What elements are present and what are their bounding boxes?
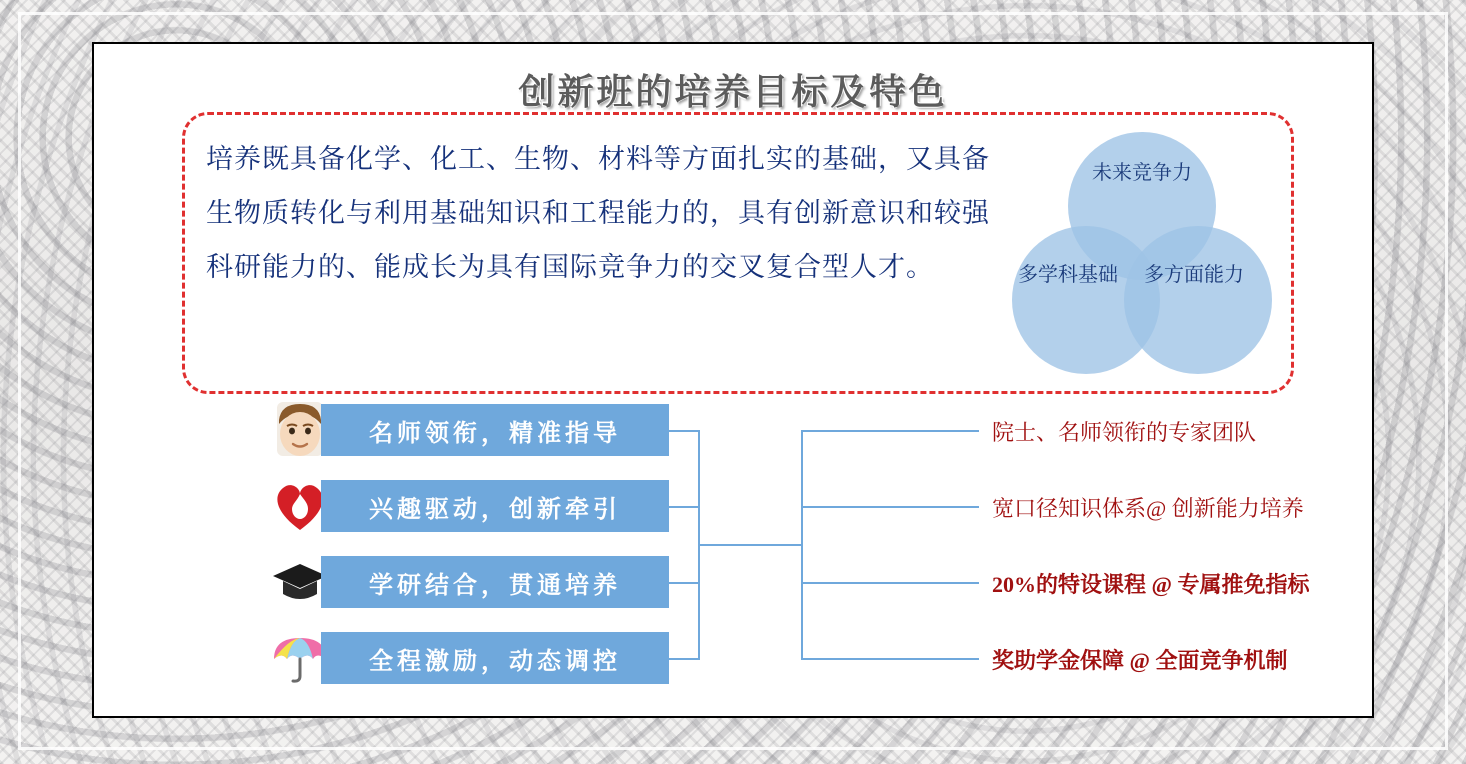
slide-content-card [92,42,1374,718]
feature-label-2: 兴趣驱动，创新牵引 [369,496,621,523]
feature-label-3: 学研结合，贯通培养 [369,572,621,599]
connector-left-4 [669,658,699,660]
connector-left-2 [669,506,699,508]
venn-label-right: 多方面能力 [1144,264,1244,286]
connector-right-4 [801,658,979,660]
feature-bar-3[interactable] [321,556,669,608]
venn-diagram [1012,132,1272,378]
feature-label-4: 全程激励，动态调控 [369,648,621,675]
feature-bar-2[interactable] [321,480,669,532]
page-title: 创新班的培养目标及特色 [518,71,948,112]
feature-bar-1[interactable] [321,404,669,456]
connector-right-3 [801,582,979,584]
connector-right-1 [801,430,979,432]
feature-row-4[interactable] [269,632,669,684]
feature-row-1[interactable] [269,404,669,456]
detail-item-3: 20%的特设课程 @ 专属推免指标 [992,572,1310,597]
connector-right-2 [801,506,979,508]
detail-item-2: 宽口径知识体系@ 创新能力培养 [992,496,1304,521]
venn-label-left: 多学科基础 [1018,264,1118,286]
detail-item-4: 奖助学金保障 @ 全面竞争机制 [992,648,1288,673]
detail-item-1: 院士、名师领衔的专家团队 [992,420,1257,445]
feature-row-2[interactable] [269,480,669,532]
feature-row-3[interactable] [269,556,669,608]
connector-center-bridge [698,544,802,546]
venn-circle-right [1124,226,1272,374]
connector-right-spine [801,430,803,660]
connector-left-3 [669,582,699,584]
goal-paragraph: 培养既具备化学、化工、生物、材料等方面扎实的基础，又具备生物质转化与利用基础知识和工程能力的，具有创新意识和较强科研能力的、能成长为具有国际竞争力的交叉复合型人才。 [206,144,990,282]
connector-left-1 [669,430,699,432]
venn-label-top: 未来竞争力 [1092,162,1192,184]
feature-bar-4[interactable] [321,632,669,684]
feature-label-1: 名师领衔，精准指导 [369,420,621,447]
